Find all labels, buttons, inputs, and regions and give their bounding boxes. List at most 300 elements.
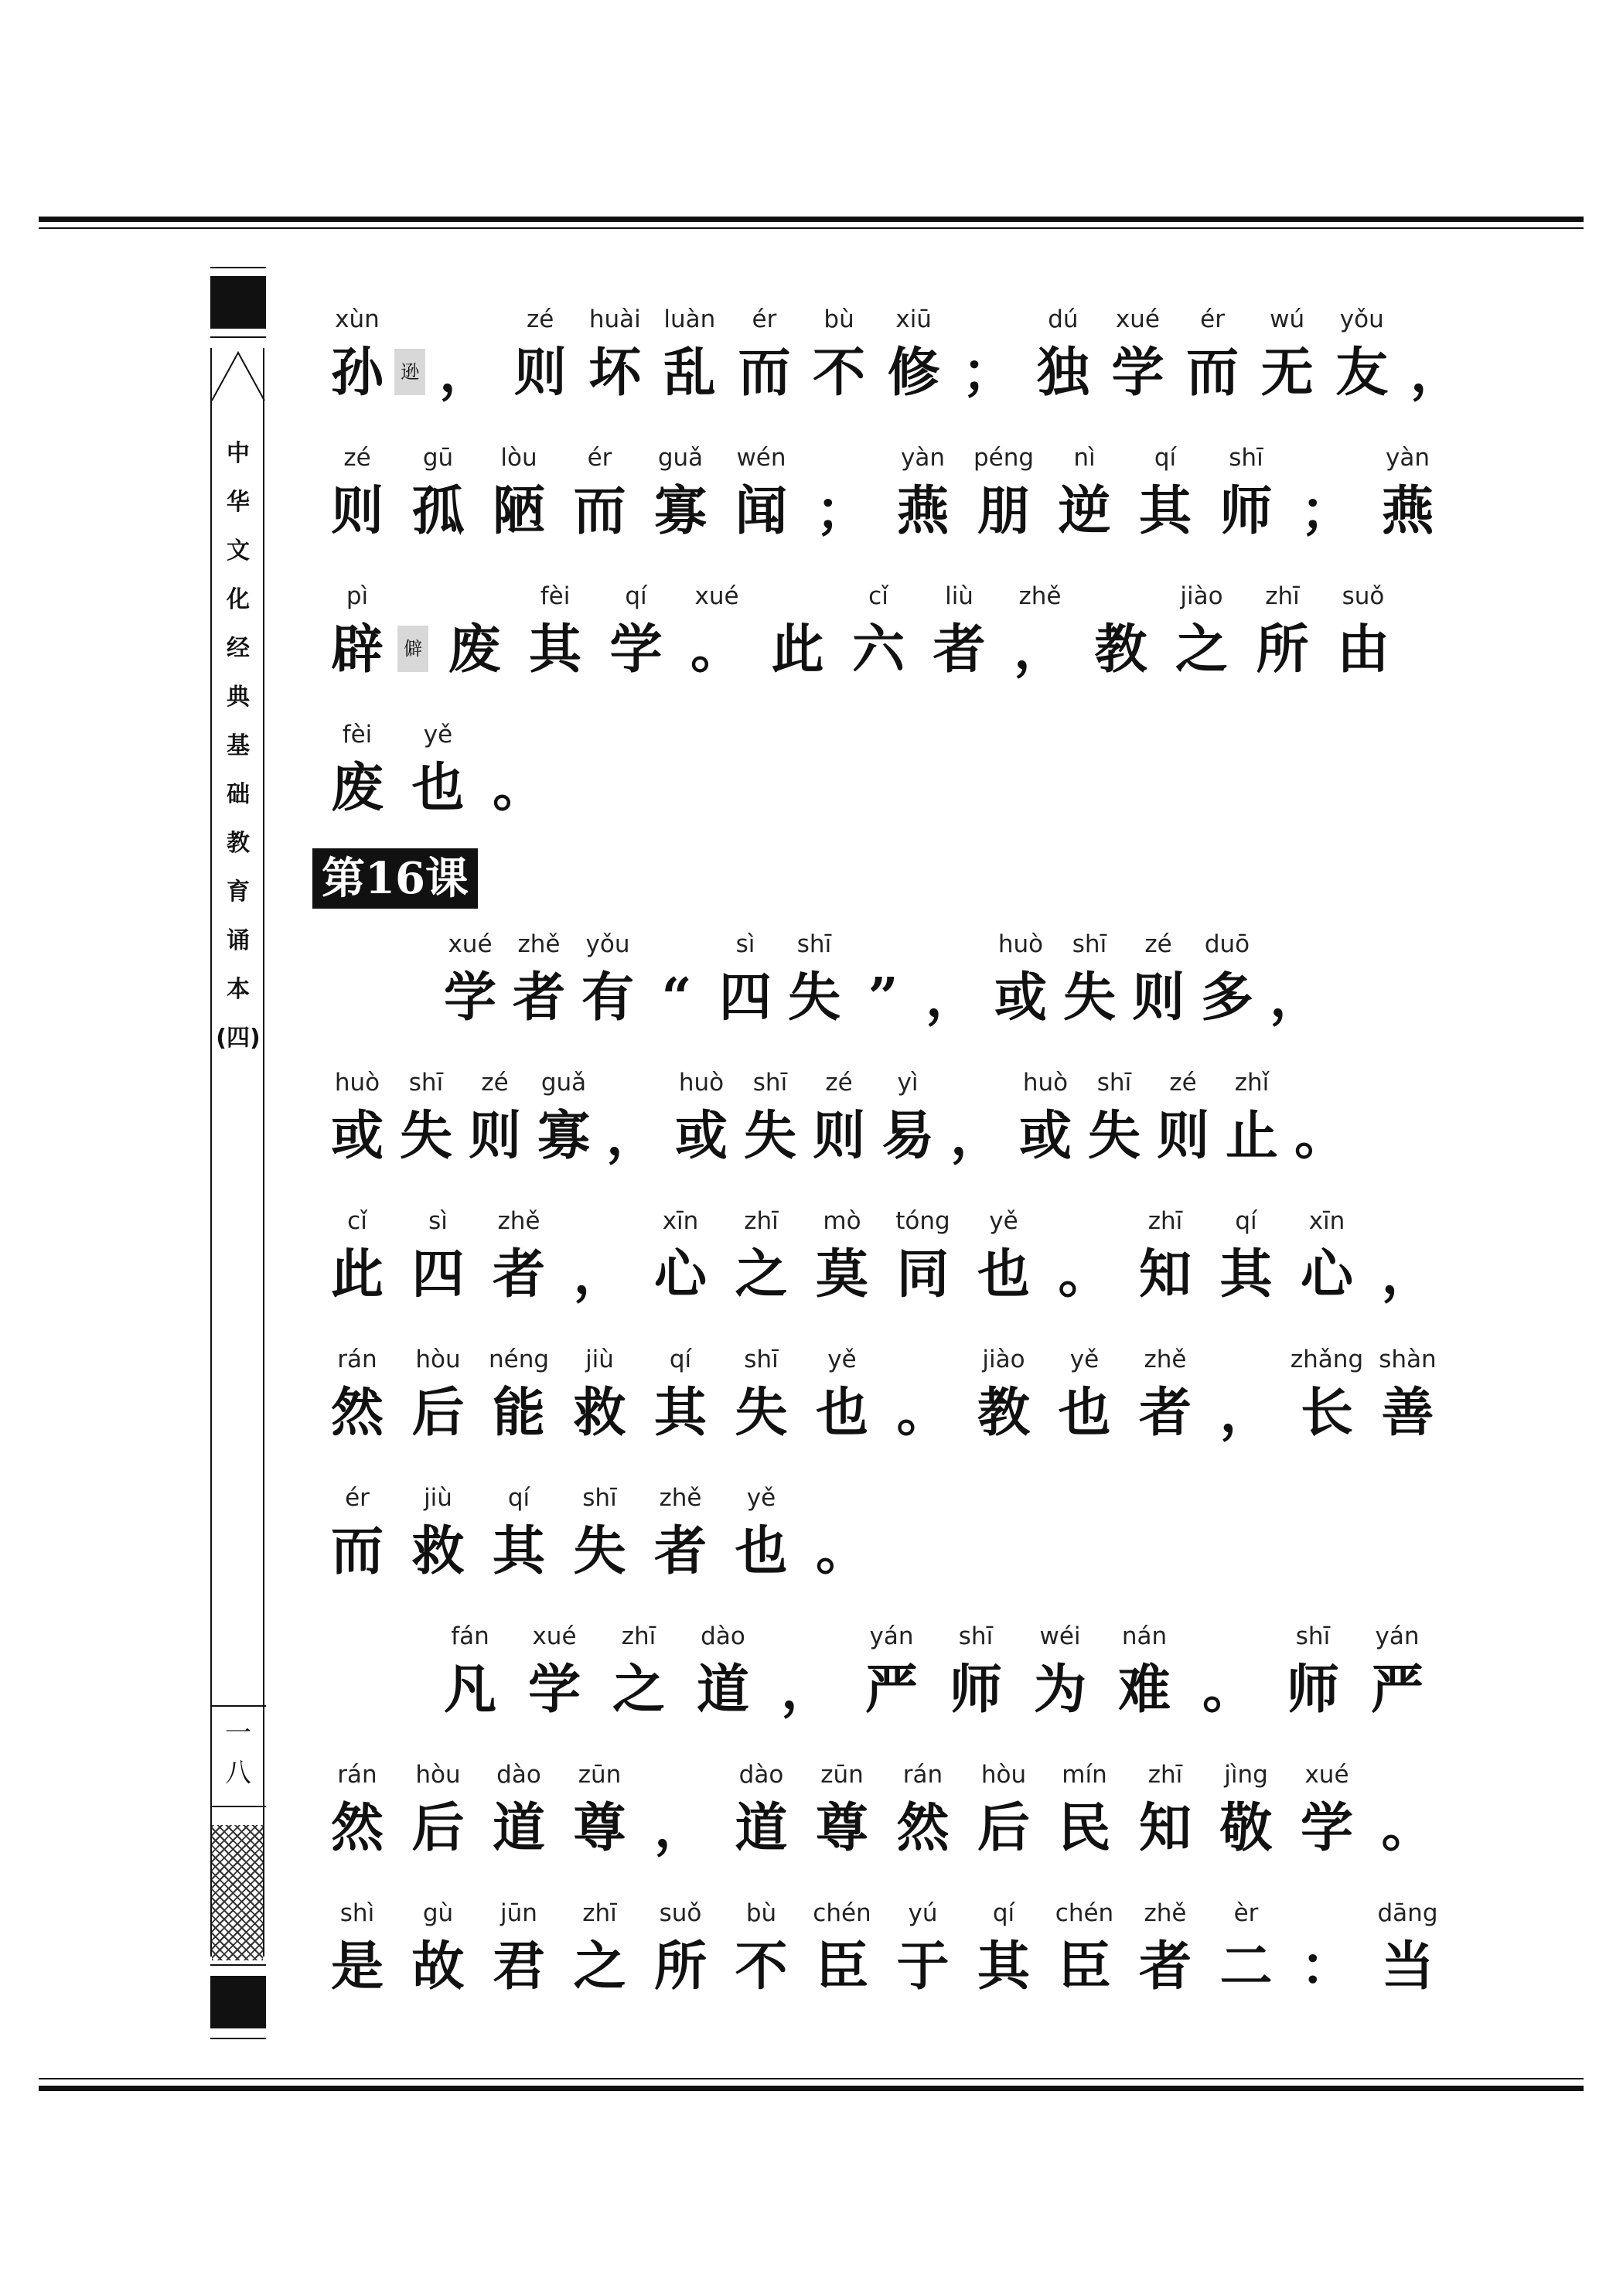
pinyin-syllable: gū [422,444,454,472]
pinyin-syllable: yǒu [1339,305,1384,333]
hanzi-char: 独 [1036,342,1089,404]
spine-top-hairline-2 [210,336,266,338]
variant-note: 僻 [397,626,428,672]
pinyin-syllable: jūn [500,1899,537,1927]
pinyin-syllable: zé [343,444,371,472]
pinyin-syllable: ér [587,444,612,472]
hanzi-char: 然 [330,1382,384,1444]
spine-divider-bottom [210,1806,266,1807]
hanzi-char: 。 [1058,1244,1111,1305]
hanzi-char: 后 [977,1797,1030,1859]
page-number-char: 八 [225,1758,251,1789]
hanzi-char: ， [573,1244,626,1305]
pinyin-syllable: shī [1295,1622,1331,1650]
hanzi-char: ， [1269,967,1322,1029]
pinyin-syllable: ér [752,305,777,333]
pinyin-syllable: zé [825,1069,853,1097]
hanzi-char: ； [1300,480,1353,542]
pinyin-syllable: liù [945,582,973,610]
hanzi-char: ” [868,967,898,1029]
pinyin-syllable: dào [496,1761,541,1789]
hanzi-char: 寡 [653,480,707,542]
pinyin-syllable: xùn [335,305,380,333]
hanzi-char: 失 [787,967,840,1029]
hanzi-char: 学 [1300,1797,1353,1859]
pinyin-syllable: fèi [540,582,571,610]
hanzi-char: 友 [1335,342,1389,404]
hanzi-char: 之 [735,1244,788,1305]
top-rule-thick [39,217,1584,222]
hanzi-char: 或 [1018,1105,1072,1167]
pinyin-syllable: dú [1048,305,1079,333]
pinyin-syllable: shī [408,1069,444,1097]
pinyin-syllable: huò [997,930,1044,958]
hanzi-char: 逆 [1058,480,1111,542]
spine-bottom-block [210,1976,266,2028]
pinyin-syllable: qí [1154,444,1177,472]
pinyin-syllable: hòu [415,1346,461,1373]
pinyin-syllable: qí [669,1346,692,1373]
hanzi-char: 而 [330,1520,384,1582]
pinyin-syllable: huò [678,1069,725,1097]
spine-title-char: 基 [227,732,250,759]
hanzi-char: 是 [330,1936,384,1997]
pinyin-syllable: xué [1304,1761,1349,1789]
hanzi-char: 易 [881,1105,934,1167]
hanzi-char: 所 [653,1936,707,1997]
hanzi-char: 其 [653,1382,707,1444]
spine-title-char: 教 [227,830,250,857]
pinyin-syllable: zhě [497,1207,540,1235]
hanzi-char: 心 [653,1244,707,1305]
text-line [312,567,1390,705]
pinyin-syllable: yě [423,721,453,749]
hanzi-char: 学 [443,967,496,1029]
bottom-rule-thin [39,2078,1584,2079]
pinyin-syllable: qí [992,1899,1015,1927]
hanzi-char: 者 [512,967,565,1029]
hanzi-char: 心 [1300,1244,1353,1305]
pinyin-syllable: yǒu [585,930,630,958]
hanzi-char: ， [653,1797,707,1859]
pinyin-syllable: guǎ [657,444,704,472]
book-spine [210,267,266,2053]
pinyin-syllable: pì [346,582,369,610]
spine-chevron-icon [210,348,266,402]
pinyin-syllable: xué [694,582,739,610]
pinyin-syllable: huài [588,305,641,333]
hanzi-char: ， [1014,619,1067,681]
pinyin-syllable: shī [744,1346,779,1373]
pinyin-syllable: èr [1233,1899,1259,1927]
hanzi-char: ， [780,1659,834,1721]
hanzi-char: 之 [573,1936,626,1997]
pinyin-syllable: shàn [1379,1346,1437,1373]
hanzi-char: 二 [1219,1936,1273,1997]
hanzi-char: 而 [1186,342,1239,404]
pinyin-syllable: dào [701,1622,745,1650]
hanzi-char: 则 [1156,1105,1209,1167]
pinyin-syllable: péng [973,444,1035,472]
text-line [312,1469,1379,1607]
pinyin-syllable: sì [735,930,755,958]
hanzi-char: 救 [573,1382,626,1444]
hanzi-char: 。 [690,619,744,681]
hanzi-char: 此 [330,1244,384,1305]
pinyin-syllable: nán [1121,1622,1168,1650]
hanzi-char: 严 [864,1659,918,1721]
lesson-heading-row [312,844,1379,915]
hanzi-char: 凡 [443,1659,496,1721]
pinyin-syllable: zé [526,305,554,333]
text-body [312,290,1463,2022]
pinyin-syllable: yán [1375,1622,1420,1650]
hanzi-char: 者 [1138,1936,1192,1997]
pinyin-syllable: jiù [424,1484,452,1512]
top-rule-thin [39,227,1584,229]
hanzi-char: 然 [896,1797,950,1859]
hanzi-char: 失 [735,1382,788,1444]
pinyin-syllable: suǒ [659,1899,702,1927]
pinyin-syllable: zhī [744,1207,779,1235]
pinyin-syllable: yàn [901,444,945,472]
pinyin-syllable: xīn [662,1207,699,1235]
hanzi-char: 乱 [663,342,716,404]
hanzi-char: ； [962,342,1015,404]
pinyin-syllable: zūn [578,1761,622,1789]
pinyin-syllable: yán [869,1622,914,1650]
hanzi-char: 而 [738,342,791,404]
pinyin-syllable: shī [752,1069,788,1097]
pinyin-syllable: zhī [1147,1207,1183,1235]
pinyin-syllable: huò [334,1069,380,1097]
pinyin-syllable: yú [908,1899,938,1927]
hanzi-char: 善 [1381,1382,1434,1444]
hanzi-char: 有 [581,967,634,1029]
hanzi-char: 后 [411,1382,465,1444]
pinyin-syllable: sì [428,1207,448,1235]
hanzi-char: “ [661,967,692,1029]
text-line [312,428,1434,567]
hanzi-char: 当 [1381,1936,1434,1997]
hanzi-char: 敬 [1219,1797,1273,1859]
hanzi-char: 失 [743,1105,796,1167]
hanzi-char: 同 [896,1244,950,1305]
pinyin-syllable: wú [1270,305,1305,333]
pinyin-syllable: cǐ [347,1207,367,1235]
pinyin-syllable: mò [823,1207,861,1235]
spine-title-char: 化 [227,586,250,613]
pinyin-syllable: fán [451,1622,489,1650]
pinyin-syllable: jìng [1224,1761,1268,1789]
hanzi-char: 孤 [411,480,465,542]
hanzi-char: 之 [612,1659,665,1721]
pinyin-syllable: qí [507,1484,530,1512]
hanzi-char: 燕 [1381,480,1434,542]
hanzi-char: 。 [896,1382,950,1444]
spine-top-hairline [210,267,266,268]
hanzi-char: 其 [529,619,582,681]
hanzi-char: 则 [468,1105,521,1167]
pinyin-syllable: zé [481,1069,509,1097]
pinyin-syllable: xué [1115,305,1160,333]
pinyin-syllable: huò [1022,1069,1069,1097]
spine-top-block [210,276,266,329]
hanzi-char: 坏 [588,342,642,404]
hanzi-char: 师 [949,1659,1002,1721]
pinyin-syllable: nì [1073,444,1096,472]
pinyin-syllable: yì [897,1069,919,1097]
hanzi-char: 六 [852,619,905,681]
pinyin-syllable: zūn [820,1761,864,1789]
text-line [312,290,1463,428]
hanzi-char: 四 [411,1244,465,1305]
pinyin-syllable: yàn [1386,444,1430,472]
spine-title-char: 华 [227,489,250,516]
hanzi-char: 不 [813,342,866,404]
spine-title-char: 经 [227,635,250,662]
hanzi-char: 朋 [977,480,1030,542]
hanzi-char: 此 [771,619,824,681]
hanzi-char: ： [1300,1936,1353,1997]
page-number [210,1713,266,1793]
hanzi-char: 道 [696,1659,749,1721]
hanzi-char: 者 [492,1244,545,1305]
pinyin-syllable: dāng [1377,1899,1438,1927]
pinyin-syllable: chén [813,1899,871,1927]
pinyin-syllable: shī [1229,444,1263,472]
hanzi-char: 或 [674,1105,728,1167]
text-line [312,915,1379,1053]
hanzi-char: 臣 [1058,1936,1111,1997]
hanzi-char: 民 [1058,1797,1111,1859]
hanzi-char: 。 [492,757,545,819]
spine-bottom-hairline [210,1964,266,1966]
hanzi-char: ， [605,1105,659,1167]
spine-divider-top [210,1705,266,1707]
pinyin-syllable: wéi [1039,1622,1081,1650]
hanzi-char: 之 [1175,619,1229,681]
pinyin-syllable: jiù [585,1346,614,1373]
hanzi-char: 寡 [537,1105,590,1167]
hanzi-char: ， [950,1105,1003,1167]
hanzi-char: 其 [1138,480,1192,542]
bottom-rule-thick [39,2086,1584,2091]
hanzi-char: 其 [1219,1244,1273,1305]
pinyin-syllable: lòu [500,444,537,472]
pinyin-syllable: yě [746,1484,776,1512]
pinyin-syllable: yě [989,1207,1018,1235]
pinyin-syllable: guǎ [540,1069,587,1097]
hanzi-char: 四 [718,967,772,1029]
spine-title-char: 中 [227,440,250,467]
hanzi-char: 由 [1337,619,1390,681]
hanzi-char: 失 [1087,1105,1141,1167]
spine-title [210,429,266,1063]
hanzi-char: ， [1410,342,1463,404]
variant-note: 逊 [394,349,425,395]
hanzi-char: 。 [815,1520,868,1582]
hanzi-char: 止 [1225,1105,1278,1167]
hanzi-char: 失 [573,1520,626,1582]
pinyin-syllable: zhǎng [1290,1346,1364,1373]
pinyin-syllable: shī [1072,930,1107,958]
text-line [312,1745,1434,1884]
text-line [312,1607,1424,1745]
hanzi-char: 学 [1111,342,1164,404]
pinyin-syllable: luàn [663,305,716,333]
pinyin-syllable: néng [488,1346,550,1373]
pinyin-syllable: dào [738,1761,784,1789]
hanzi-char: 师 [1219,480,1273,542]
hanzi-char: 则 [330,480,384,542]
pinyin-syllable: rán [337,1761,377,1789]
hanzi-char: 者 [1138,1382,1192,1444]
hanzi-char: 修 [887,342,940,404]
hanzi-char: 尊 [815,1797,868,1859]
pinyin-syllable: zé [1144,930,1172,958]
hanzi-char: 燕 [896,480,950,542]
hanzi-char: 然 [330,1797,384,1859]
pinyin-syllable: rán [902,1761,943,1789]
hanzi-char: 知 [1138,1797,1192,1859]
hanzi-char: 无 [1260,342,1314,404]
pinyin-syllable: yě [827,1346,857,1373]
spine-title-char: 文 [227,537,250,565]
spine-title-char: 诵 [227,927,250,954]
pinyin-syllable: yě [1069,1346,1100,1373]
hanzi-char: 莫 [815,1244,868,1305]
pinyin-syllable: zhī [582,1899,617,1927]
pinyin-syllable: zhě [1144,1899,1187,1927]
pinyin-syllable: zhě [517,930,561,958]
pinyin-syllable: gù [422,1899,454,1927]
text-line [312,1053,1379,1192]
pinyin-syllable: duō [1204,930,1250,958]
hanzi-char: 教 [977,1382,1030,1444]
pinyin-syllable: xiū [895,305,932,333]
hanzi-char: 。 [1381,1797,1434,1859]
hanzi-char: 或 [994,967,1047,1029]
pinyin-syllable: mín [1062,1761,1107,1789]
hanzi-char: 而 [573,480,626,542]
hanzi-char: ， [1219,1382,1273,1444]
pinyin-syllable: zhī [1147,1761,1183,1789]
hanzi-char: 陋 [492,480,545,542]
spine-title-char: 典 [227,684,250,711]
pinyin-syllable: zhǐ [1234,1069,1270,1097]
pinyin-syllable: suǒ [1342,582,1385,610]
pinyin-syllable: shī [796,930,832,958]
hanzi-char: 则 [513,342,567,404]
text-line [312,1330,1437,1469]
hanzi-char: 教 [1094,619,1147,681]
hanzi-char: ， [1381,1244,1434,1305]
hanzi-char: 君 [492,1936,545,1997]
pinyin-syllable: xué [532,1622,577,1650]
hanzi-char: ； [815,480,868,542]
pinyin-syllable: zhī [621,1622,656,1650]
hanzi-char: ， [925,967,978,1029]
hanzi-char: 所 [1256,619,1309,681]
hanzi-char: 其 [977,1936,1030,1997]
hanzi-char: 故 [411,1936,465,1997]
spine-title-char: 育 [227,878,250,906]
text-line [312,705,1379,844]
pinyin-syllable: xué [448,930,493,958]
pinyin-syllable: wén [736,444,786,472]
pinyin-syllable: shī [582,1484,617,1512]
hanzi-char: 则 [1131,967,1185,1029]
pinyin-syllable: zhě [1018,582,1062,610]
hanzi-char: 也 [735,1520,788,1582]
hanzi-char: 其 [492,1520,545,1582]
hanzi-char: 学 [527,1659,581,1721]
pinyin-syllable: rán [337,1346,377,1373]
hanzi-char: 严 [1370,1659,1424,1721]
spine-hatch-pattern [212,1825,263,1960]
spine-title-char: 础 [227,781,250,808]
hanzi-char: 失 [399,1105,452,1167]
pinyin-syllable: ér [1200,305,1225,333]
hanzi-char: 尊 [573,1797,626,1859]
hanzi-char: 后 [411,1797,465,1859]
hanzi-char: 者 [933,619,986,681]
hanzi-char: 或 [330,1105,384,1167]
pinyin-syllable: zhě [1144,1346,1187,1373]
hanzi-char: 者 [653,1520,707,1582]
pinyin-syllable: tóng [895,1207,950,1235]
hanzi-char: 也 [411,757,465,819]
pinyin-syllable: bù [823,305,854,333]
hanzi-char: 道 [492,1797,545,1859]
hanzi-char: 道 [735,1797,788,1859]
pinyin-syllable: zé [1169,1069,1197,1097]
hanzi-char: 则 [812,1105,865,1167]
spine-title-char: 本 [227,976,250,1003]
pinyin-syllable: zhī [1265,582,1300,610]
pinyin-syllable: qí [1235,1207,1257,1235]
hanzi-char: 。 [1202,1659,1255,1721]
hanzi-char: 学 [609,619,663,681]
pinyin-syllable: jiào [982,1346,1025,1373]
hanzi-char: 也 [815,1382,868,1444]
hanzi-char: 于 [896,1936,950,1997]
pinyin-syllable: chén [1055,1899,1114,1927]
hanzi-char: ， [439,342,493,404]
hanzi-char: 闻 [735,480,788,542]
hanzi-char: 失 [1062,967,1116,1029]
text-line [312,1192,1434,1330]
pinyin-syllable: bù [745,1899,777,1927]
hanzi-char: 。 [1294,1105,1347,1167]
hanzi-char: 不 [735,1936,788,1997]
pinyin-syllable: shì [339,1899,375,1927]
pinyin-syllable: hòu [980,1761,1027,1789]
pinyin-syllable: qí [625,582,647,610]
hanzi-char: 长 [1300,1382,1353,1444]
hanzi-char: 为 [1033,1659,1086,1721]
pinyin-syllable: ér [345,1484,370,1512]
hanzi-char: 知 [1138,1244,1192,1305]
hanzi-char: 救 [411,1520,465,1582]
pinyin-syllable: cǐ [868,582,888,610]
lesson-heading: 第16课 [312,848,478,909]
pinyin-syllable: xīn [1308,1207,1345,1235]
text-line [312,1884,1438,2022]
spine-title-char: (四) [216,1025,261,1052]
pinyin-syllable: shī [958,1622,994,1650]
